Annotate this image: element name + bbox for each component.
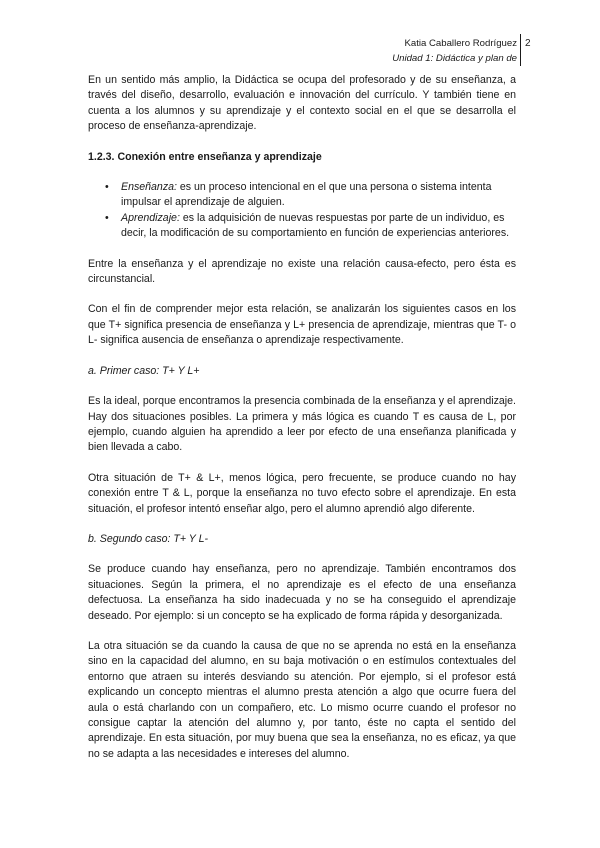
definitions-list: [88, 180, 516, 242]
paragraph-case-b-1: Se produce cuando hay enseñanza, pero no aprendizaje. También encontramos dos situaciones. Según la primera, el no aprendizaje es el efecto de una enseñanza defectuosa. La enseñanza ha sido inadecuada y no se ha conseguido el aprendizaje deseado. Por ejemplo: si un concepto se ha explicado de forma rápida y desorganizada.: [88, 563, 516, 622]
bullet-icon: •: [105, 181, 109, 194]
header-unit-title: Unidad 1: Didáctica y plan de: [392, 53, 517, 64]
section-heading: 1.2.3. Conexión entre enseñanza y aprendizaje: [88, 150, 322, 163]
bullet-icon: •: [105, 211, 109, 224]
term-aprendizaje: Aprendizaje:: [121, 211, 180, 224]
page-number: 2: [525, 38, 531, 49]
paragraph-cases-intro: Con el fin de comprender mejor esta relación, se analizarán los siguientes casos en los que T+ significa presencia de enseñanza y L+ presencia de aprendizaje, mientras que T- o L- significa ausencia de enseñanza o aprendizaje respectivamente.: [88, 303, 516, 347]
paragraph-case-b-2: La otra situación se da cuando la causa de que no se aprenda no está en la enseñanza sino en la capacidad del alumno, en su baja motivación o en estímulos contextuales del entorno que atraen su interés desviando su atención. Por ejemplo, si el profesor está explicando un concepto mientras el alumno presta atención a algo que ocurre fuera del aula o está charlando con un compañero, etc. Lo mismo ocurre cuando el profesor no consigue captar la atención del alumno y, por tanto, éste no capta el sentido del aprendizaje. En esta situación, por muy buena que sea la enseñanza, no es eficaz, ya que no se adapta a las necesidades e intereses del alumno.: [88, 639, 516, 760]
case-b-heading: b. Segundo caso: T+ Y L-: [88, 532, 209, 545]
page-header: [277, 36, 517, 66]
definition-aprendizaje: es la adquisición de nuevas respuestas por parte de un individuo, es decir, la modificación de su comportamiento en función de experiencias anteriores.: [121, 211, 510, 240]
paragraph-relation: Entre la enseñanza y el aprendizaje no existe una relación causa-efecto, pero ésta es circunstancial.: [88, 257, 516, 286]
case-a-heading: a. Primer caso: T+ Y L+: [88, 364, 200, 377]
term-ensenanza: Enseñanza:: [121, 181, 177, 194]
definition-ensenanza: es un proceso intencional en el que una persona o sistema intenta impulsar el aprendizaje de alguien.: [121, 181, 492, 209]
header-author: Katia Caballero Rodríguez: [404, 38, 517, 49]
paragraph-case-a-2: Otra situación de T+ & L+, menos lógica, pero frecuente, se produce cuando no hay conexión entre T & L, porque la enseñanza no tuvo efecto sobre el aprendizaje. En esta situación, el profesor intentó enseñar algo, pero el alumno aprendió algo diferente.: [88, 471, 516, 515]
list-item-aprendizaje: [88, 211, 516, 242]
document-body: [88, 73, 516, 777]
paragraph-didactica-scope: En un sentido más amplio, la Didáctica se ocupa del profesorado y de su enseñanza, a través del diseño, desarrollo, evaluación e innovación del currículo. Y también tiene en cuenta a los alumnos y su aprendizaje y el contexto social en el que se desarrolla el proceso de enseñanza-aprendizaje.: [88, 74, 516, 133]
paragraph-case-a-1: Es la ideal, porque encontramos la presencia combinada de la enseñanza y el aprendizaje. Hay dos situaciones posibles. La primera y más lógica es cuando T es causa de L, por ejemplo, cuando alguien ha aprendido a leer por efecto de una enseñanza planificada y bien llevada a cabo.: [88, 395, 516, 454]
list-item-ensenanza: [88, 180, 516, 211]
header-divider: [520, 34, 521, 66]
